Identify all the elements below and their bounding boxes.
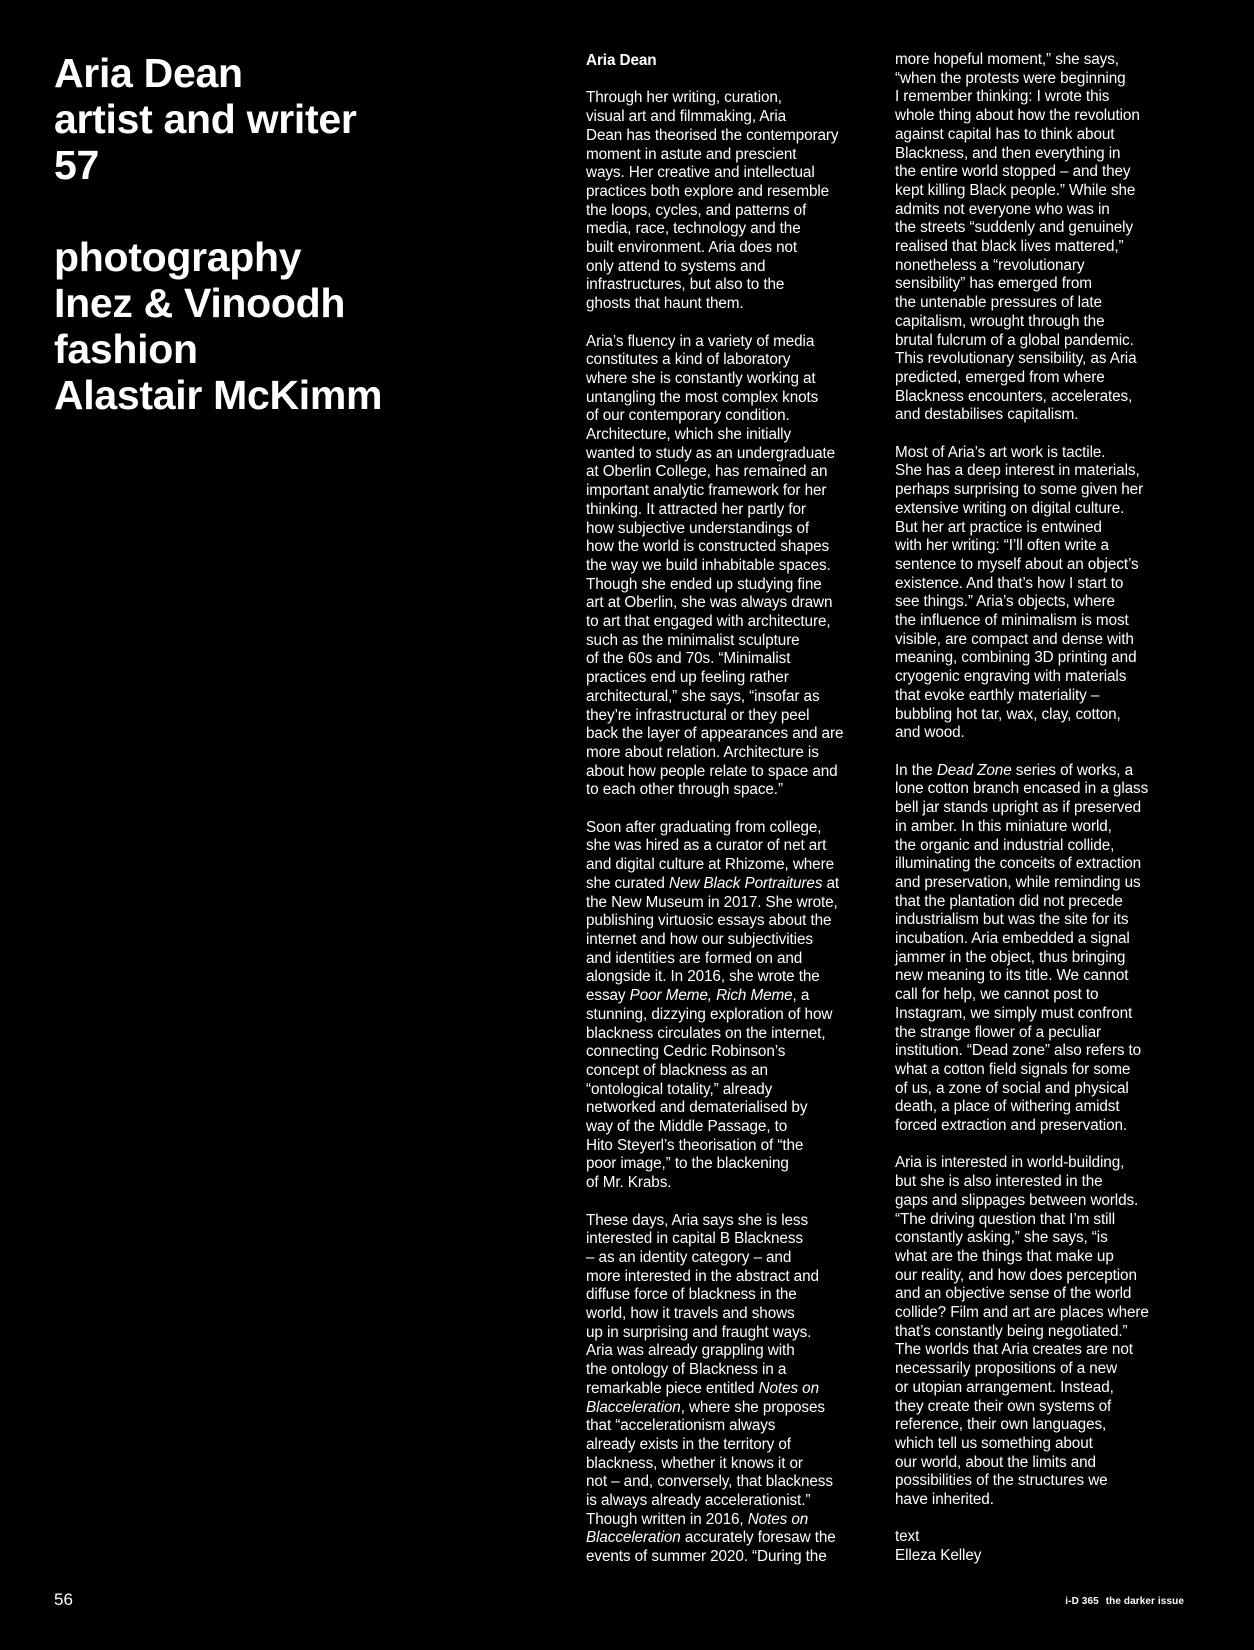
text-line: realised that black lives mattered,” (895, 238, 1124, 256)
text-line: visible, are compact and dense with (895, 630, 1134, 648)
text-line: Blackness, and then everything in (895, 144, 1121, 162)
text-line: our world, about the limits and (895, 1453, 1096, 1471)
text-line: and an objective sense of the world (895, 1285, 1132, 1303)
text-line: thinking. It attracted her partly for (586, 500, 806, 518)
text-line: in amber. In this miniature world, (895, 817, 1112, 835)
text-line: bubbling hot tar, wax, clay, cotton, (895, 705, 1121, 723)
headline-line: 57 (54, 142, 100, 188)
headline-gap (54, 188, 524, 234)
text-line: necessarily propositions of a new (895, 1360, 1118, 1378)
text-line: Most of Aria’s art work is tactile. (895, 443, 1106, 461)
text-line: world, how it travels and shows (586, 1305, 795, 1323)
text-line: and digital culture at Rhizome, where (586, 856, 834, 874)
text-line: ghosts that haunt them. (586, 295, 744, 313)
paragraph-break (895, 1136, 1195, 1155)
text-line: of our contemporary condition. (586, 407, 790, 425)
text-run: accurately foresaw the (680, 1529, 836, 1547)
text-line (586, 1529, 876, 1548)
text-run: , a (792, 987, 810, 1005)
text-line: This revolutionary sensibility, as Aria (895, 350, 1137, 368)
text-line: sentence to myself about an object’s (895, 555, 1139, 573)
text-line: kept killing Black people.” While she (895, 181, 1136, 199)
article-column-right (895, 51, 1195, 1566)
text-line: such as the minimalist sculpture (586, 631, 800, 649)
text-line: Blackness encounters, accelerates, (895, 387, 1133, 405)
text-line: the ontology of Blackness in a (586, 1361, 787, 1379)
text-line: jammer in the object, thus bringing (895, 948, 1126, 966)
paragraph-break (586, 314, 876, 333)
text-line: Architecture, which she initially (586, 426, 791, 444)
text-line: but she is also interested in the (895, 1173, 1103, 1191)
text-line: death, a place of withering amidst (895, 1098, 1120, 1116)
text-run: series of works, a (1011, 761, 1133, 779)
text-line: ways. Her creative and intellectual (586, 164, 815, 182)
text-line: whole thing about how the revolution (895, 107, 1140, 125)
text-line: what a cotton field signals for some (895, 1060, 1131, 1078)
text-line: have inherited. (895, 1491, 994, 1509)
text-line: constitutes a kind of laboratory (586, 351, 791, 369)
text-line: and identities are formed on and (586, 949, 803, 967)
headline (54, 50, 524, 418)
text-line: more hopeful moment,” she says, (895, 51, 1119, 68)
text-line: blackness, whether it knows it or (586, 1454, 803, 1472)
text-line: art at Oberlin, she was always drawn (586, 594, 833, 612)
text-line: way of the Middle Passage, to (586, 1118, 788, 1136)
text-line: see things.” Aria’s objects, where (895, 593, 1115, 611)
text-line: they’re infrastructural or they peel (586, 706, 810, 724)
text-line: The worlds that Aria creates are not (895, 1341, 1133, 1359)
paragraph-break (895, 1510, 1195, 1529)
text-line (895, 762, 1195, 781)
text-line: and preservation, while reminding us (895, 873, 1141, 891)
text-line: admits not everyone who was in (895, 200, 1110, 218)
text-line: “when the protests were beginning (895, 69, 1126, 87)
text-run: Though written in 2016, (586, 1510, 748, 1528)
text-line: and destabilises capitalism. (895, 406, 1079, 424)
text-line: that’s constantly being negotiated.” (895, 1322, 1128, 1340)
text-line: against capital has to think about (895, 125, 1115, 143)
italic-title: Blacceleration (586, 1398, 681, 1416)
text-line: Instagram, we simply must confront (895, 1004, 1133, 1022)
headline-line: Aria Dean (54, 50, 243, 96)
article-byline: Aria Dean (586, 52, 657, 69)
text-line: “ontological totality,” already (586, 1080, 773, 1098)
text-run: she curated (586, 874, 669, 892)
text-line: Dean has theorised the contemporary (586, 126, 839, 144)
text-line: diffuse force of blackness in the (586, 1286, 797, 1304)
text-line: our reality, and how does perception (895, 1266, 1137, 1284)
text-line: meaning, combining 3D printing and (895, 649, 1137, 667)
text-line: that the plantation did not precede (895, 892, 1123, 910)
text-line: events of summer 2020. “During the (586, 1548, 827, 1566)
text-line: back the layer of appearances and are (586, 725, 844, 743)
paragraph-break (586, 71, 876, 90)
text-line: She has a deep interest in materials, (895, 462, 1140, 480)
text-line: practices end up feeling rather (586, 669, 789, 687)
text-line: the New Museum in 2017. She wrote, (586, 893, 838, 911)
text-line: incubation. Aria embedded a signal (895, 930, 1130, 948)
text-line: to each other through space.” (586, 781, 783, 799)
text-line: the untenable pressures of late (895, 294, 1102, 312)
text-line: capitalism, wrought through the (895, 312, 1105, 330)
text-line: more about relation. Architecture is (586, 743, 819, 761)
text-line: networked and dematerialised by (586, 1099, 808, 1117)
text-line: connecting Cedric Robinson’s (586, 1043, 786, 1061)
text-line (586, 1380, 876, 1399)
text-line: built environment. Aria does not (586, 239, 798, 257)
text-line: collide? Film and art are places where (895, 1304, 1149, 1322)
text-line: cryogenic engraving with materials (895, 668, 1127, 686)
headline-line: Alastair McKimm (54, 372, 383, 418)
text-line: how subjective understandings of (586, 519, 809, 537)
italic-title: Notes on (758, 1379, 819, 1397)
text-line: publishing virtuosic essays about the (586, 912, 832, 930)
text-line: already exists in the territory of (586, 1435, 791, 1453)
text-line: Aria is interested in world-building, (895, 1154, 1125, 1172)
text-line: of the 60s and 70s. “Minimalist (586, 650, 791, 668)
text-line: bell jar stands upright as if preserved (895, 799, 1142, 817)
text-line: perhaps surprising to some given her (895, 481, 1144, 499)
text-line: of us, a zone of social and physical (895, 1079, 1129, 1097)
italic-title: Notes on (747, 1510, 809, 1528)
text-line: illuminating the conceits of extraction (895, 855, 1142, 873)
text-line: visual art and filmmaking, Aria (586, 108, 787, 126)
text-line: concept of blackness as an (586, 1061, 768, 1079)
text-line: stunning, dizzying exploration of how (586, 1005, 833, 1023)
text-line: Aria’s fluency in a variety of media (586, 332, 815, 350)
text-line: and wood. (895, 724, 965, 742)
text-line: the entire world stopped – and they (895, 163, 1131, 181)
text-line: at Oberlin College, has remained an (586, 463, 828, 481)
text-line: they create their own systems of (895, 1397, 1112, 1415)
text-line: Through her writing, curation, (586, 89, 782, 107)
text-line: only attend to systems and (586, 257, 766, 275)
text-line: how the world is constructed shapes (586, 538, 830, 556)
issue-name: the darker issue (1105, 1596, 1184, 1607)
text-line: I remember thinking: I wrote this (895, 88, 1110, 106)
text-line: call for help, we cannot post to (895, 986, 1099, 1004)
text-line: blackness circulates on the internet, (586, 1024, 826, 1042)
text-line: where she is constantly working at (586, 369, 816, 387)
headline-line: fashion (54, 326, 198, 372)
text-run: at (822, 874, 840, 892)
text-line: the organic and industrial collide, (895, 836, 1115, 854)
text-line: the streets “suddenly and genuinely (895, 219, 1134, 237)
text-line: or utopian arrangement. Instead, (895, 1378, 1114, 1396)
text-line: the way we build inhabitable spaces. (586, 556, 831, 574)
italic-title: Blacceleration (586, 1529, 681, 1547)
paragraph-break (586, 1193, 876, 1212)
text-line: text (895, 1528, 920, 1546)
publication-name: i-D 365 (1065, 1596, 1099, 1607)
text-line: nonetheless a “revolutionary (895, 256, 1085, 274)
text-line: moment in astute and prescient (586, 145, 797, 163)
text-line (586, 1399, 876, 1418)
text-run: essay (586, 987, 630, 1005)
text-line: “The driving question that I’m still (895, 1210, 1115, 1228)
text-line: industrialism but was the site for its (895, 911, 1129, 929)
text-line: to art that engaged with architecture, (586, 613, 831, 631)
text-run: In the (895, 761, 937, 779)
text-line: the loops, cycles, and patterns of (586, 201, 807, 219)
text-line: untangling the most complex knots (586, 388, 819, 406)
text-line: Aria was already grappling with (586, 1342, 795, 1360)
text-line: Hito Steyerl’s theorisation of “the (586, 1136, 804, 1154)
text-line: Soon after graduating from college, (586, 818, 822, 836)
text-line: brutal fulcrum of a global pandemic. (895, 331, 1134, 349)
text-line: up in surprising and fraught ways. (586, 1323, 812, 1341)
text-line: wanted to study as an undergraduate (586, 444, 836, 462)
italic-title: New Black Portraitures (669, 874, 823, 892)
text-line: infrastructures, but also to the (586, 276, 785, 294)
text-line: institution. “Dead zone” also refers to (895, 1042, 1142, 1060)
text-line: internet and how our subjectivities (586, 931, 813, 948)
page-number: 56 (54, 1590, 73, 1609)
running-footer (1061, 1596, 1184, 1607)
headline-line: photography (54, 234, 302, 280)
paragraph-break (895, 743, 1195, 762)
text-line: which tell us something about (895, 1434, 1093, 1452)
article-column-left (586, 52, 876, 1567)
text-line: with her writing: “I’ll often write a (895, 537, 1109, 555)
text-line: more interested in the abstract and (586, 1267, 819, 1285)
text-line: she was hired as a curator of net art (586, 837, 827, 855)
text-line: – as an identity category – and (586, 1248, 792, 1266)
text-line: extensive writing on digital culture. (895, 499, 1125, 517)
text-line (586, 987, 876, 1006)
text-run: , where she proposes (680, 1398, 825, 1416)
text-line: forced extraction and preservation. (895, 1117, 1128, 1135)
text-line: existence. And that’s how I start to (895, 574, 1124, 592)
paragraph-break (586, 800, 876, 819)
italic-title: Poor Meme, Rich Meme (629, 987, 793, 1005)
italic-title: Dead Zone (936, 761, 1012, 779)
text-line: poor image,” to the blackening (586, 1155, 789, 1173)
text-line: that evoke earthly materiality – (895, 686, 1100, 704)
text-line: gaps and slippages between worlds. (895, 1191, 1139, 1209)
text-line: practices both explore and resemble (586, 182, 830, 200)
text-line (586, 875, 876, 894)
text-line: But her art practice is entwined (895, 518, 1102, 536)
text-line: These days, Aria says she is less (586, 1211, 809, 1229)
text-line: of Mr. Krabs. (586, 1174, 672, 1192)
paragraph-break (895, 425, 1195, 444)
text-line: the strange flower of a peculiar (895, 1023, 1101, 1041)
text-line: new meaning to its title. We cannot (895, 967, 1129, 985)
text-line: alongside it. In 2016, she wrote the (586, 968, 820, 986)
text-line: important analytic framework for her (586, 482, 827, 500)
text-line: media, race, technology and the (586, 220, 801, 238)
text-line: Though she ended up studying fine (586, 575, 822, 593)
text-line: the influence of minimalism is most (895, 612, 1129, 630)
text-line: possibilities of the structures we (895, 1472, 1108, 1490)
headline-line: Inez & Vinoodh (54, 280, 346, 326)
headline-line: artist and writer (54, 96, 357, 142)
text-line: is always already accelerationist.” (586, 1492, 811, 1510)
text-line: Elleza Kelley (895, 1547, 982, 1565)
text-line: lone cotton branch encased in a glass (895, 780, 1149, 798)
text-line: sensibility” has emerged from (895, 275, 1092, 293)
text-line: architectural,” she says, “insofar as (586, 687, 820, 705)
text-run: remarkable piece entitled (586, 1379, 759, 1397)
text-line: predicted, emerged from where (895, 368, 1105, 386)
text-line (586, 1511, 876, 1530)
text-line: about how people relate to space and (586, 762, 838, 780)
text-line: that “accelerationism always (586, 1417, 776, 1435)
text-line: what are the things that make up (895, 1247, 1114, 1265)
text-line: interested in capital B Blackness (586, 1230, 803, 1248)
text-line: constantly asking,” she says, “is (895, 1229, 1108, 1247)
text-line: not – and, conversely, that blackness (586, 1473, 833, 1491)
text-line: reference, their own languages, (895, 1416, 1107, 1434)
